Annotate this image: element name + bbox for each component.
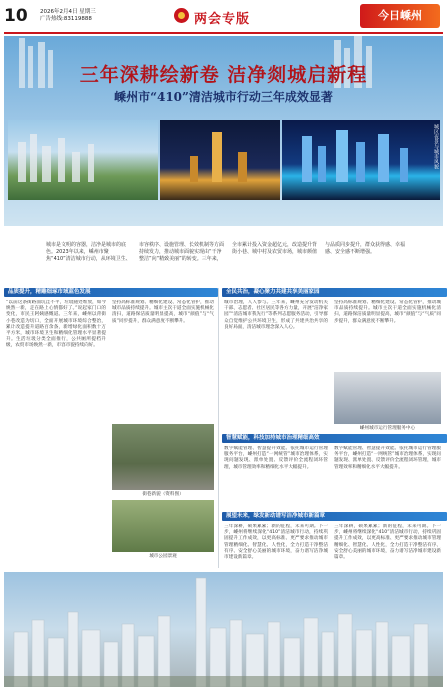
intro-paragraph: 城市是文明的容器，洁净是城市的底色。2023年以来，嵊州市聚焦“410”清洁城市行动，从环境卫生、市容秩序、设施管理、长效机制等方面持续发力，推动城市面貌实现由“干净整洁”向“精致美丽”的转变。三年来，全市累计投入资金超亿元，改造提升背街小巷、城中村及农贸市场，城市颜值与品质同步提升，群众获得感、幸福感、安全感不断增强。 [46, 242, 406, 262]
photo-night-tower [160, 120, 280, 200]
section1-col-a: “以前这条街路面坑洼不平，垃圾随处堆放，如今焕然一新，走在路上心情都好了。”说起家门口的变化，市民王阿姨感慨道。三年来，嵊州以背街小巷改造为切口，全面开展城市环境综合整治，累计改造提升道路百余条，新增绿化面积数十万平方米，城市环境卫生和精细化管理水平显著提升。生活垃圾分类全面推行，公共厕所提档升级，农贸市场焕然一新，市容市貌持续向好。 [6, 300, 106, 349]
masthead-rule [4, 32, 443, 34]
date-block [40, 9, 96, 23]
section3-col-a: 数字赋能管理、智慧提升效能。依托城市运行管理服务平台，嵊州打造“一网统管”城市治理体系，实现问题发现、派单处置、反馈评价全流程闭环管理，城市管理效率和精细化水平大幅提升。 [224, 446, 328, 470]
section-bar-quality: 品质提升，精雕细琢市域蓝色发展 [4, 288, 218, 297]
photo-night-skyline [282, 120, 440, 200]
caption-street: 街巷新貌（资料图） [142, 492, 184, 497]
section-bar-co-governance: 全民共治，凝心聚力共建共享美丽家园 [222, 288, 447, 297]
caption-park: 城市公园景观 [149, 554, 177, 559]
section2-col-b: 坚持高标准规划、精细化建设、常态化管护，推动城市品质持续提升。城市主次干道全面实施机械化清扫，道路保洁质量明显提高，城市“颜值”与“气质”同步提升，群众满意度不断攀升。 [334, 300, 441, 324]
section4-col-b: 三年深耕，硕果累累；新的征程，未来可期。下一步，嵊州将继续深化“410”清洁城市行动，持续巩固提升工作成效，以更高标准、更严要求推动城市管理精细化、智慧化、人性化，全力打造干净整洁有序、安全舒心美丽的城市环境，奋力谱写洁净城市建设新篇章。 [334, 524, 441, 561]
section-bar-outlook: 展望未来，绿发新动谱写洁净城市新篇章 [222, 512, 447, 521]
page-number: 10 [4, 6, 28, 26]
section-bar-smart: 智慧赋能，科技加持城市治理精细高效 [222, 434, 447, 443]
caption-control-center: 嵊州城市运行管理服务中心 [359, 426, 416, 431]
photo-control-center [334, 372, 441, 424]
banner-side-caption: 城区夜景与城市风貌 [433, 124, 439, 169]
photo-street [112, 424, 214, 490]
section3-col-b: 数字赋能管理、智慧提升效能。依托城市运行管理服务平台，嵊州打造“一网统管”城市治理体系，实现问题发现、派单处置、反馈评价全流程闭环管理，城市管理效率和精细化水平大幅提升。 [334, 446, 441, 470]
section2-col-a: 城市治理，人人参与。三年来，嵊州充分发动机关干部、志愿者、社区居民等各方力量，开展“洁净家园”“清洁城市我先行”等系列志愿服务活动，引导群众自觉维护公共环境卫生，形成了共建共治共享的良好局面，清洁城市理念深入人心。 [224, 300, 328, 330]
photo-park [112, 500, 214, 552]
date-line: 2026年2月4日 星期三 [40, 9, 96, 15]
sub-headline: 嵊州市“410”清洁城市行动三年成效显著 [114, 90, 333, 104]
main-headline: 三年深耕绘新卷 洁净剡城启新程 [79, 64, 368, 86]
photo-city-skyline [4, 572, 443, 687]
photo-river-park [8, 120, 158, 200]
column-divider [218, 288, 219, 568]
section1-col-b: 坚持高标准规划、精细化建设、常态化管护，推动城市品质持续提升。城市主次干道全面实施机械化清扫，道路保洁质量明显提高，城市“颜值”与“气质”同步提升，群众满意度不断攀升。 [112, 300, 214, 324]
newspaper-logo: 今日嵊州 [360, 4, 440, 28]
section-title: 两会专版 [194, 12, 251, 27]
ad-hotline: 广告热线:83119888 [40, 16, 92, 22]
section4-col-a: 三年深耕，硕果累累；新的征程，未来可期。下一步，嵊州将继续深化“410”清洁城市行动，持续巩固提升工作成效，以更高标准、更严要求推动城市管理精细化、智慧化、人性化，全力打造干净整洁有序、安全舒心美丽的城市环境，奋力谱写洁净城市建设新篇章。 [224, 524, 328, 561]
skyline-buildings [4, 572, 443, 687]
emblem-icon [174, 8, 189, 23]
